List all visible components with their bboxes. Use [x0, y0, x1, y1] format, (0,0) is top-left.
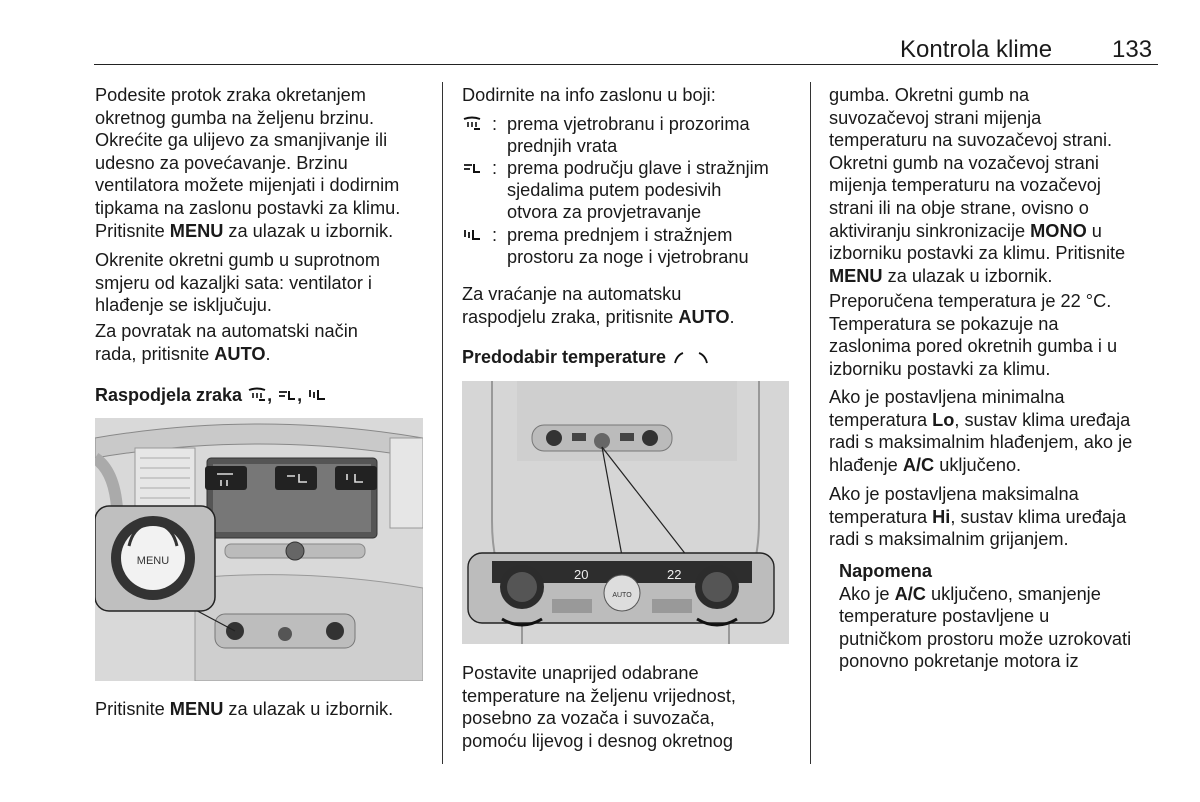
list-item [462, 113, 802, 161]
figure-caption [95, 698, 435, 721]
text-line: Za vraćanje na automatsku [462, 284, 682, 304]
text-line: suvozačevoj strani mijenja [829, 107, 1042, 128]
text-line: Okrenite okretni gumb u suprotnom [95, 250, 381, 270]
temperature-knob-icon [671, 349, 711, 365]
col3-paragraph-3 [829, 386, 1169, 476]
note-title: Napomena [839, 561, 932, 581]
text-line: pomoću lijevog i desnog okretnog [462, 730, 733, 751]
text-line: putničkom prostoru može uzrokovati [839, 628, 1132, 649]
climate-panel-figure [462, 381, 789, 644]
text-line: MENU za ulazak u izbornik. [829, 265, 1053, 286]
text-line: Ako je postavljena maksimalna [829, 484, 1079, 504]
text-line: tipkama na zaslonu postavki za klimu. [95, 197, 401, 218]
menu-knob-label: MENU [136, 555, 170, 567]
list-colon: : [492, 158, 498, 178]
feet-airflow-icon [462, 227, 482, 243]
text-line: smjeru od kazaljki sata: ventilator i [95, 272, 372, 293]
list-colon: : [492, 114, 498, 134]
text-line: otvora za provjetravanje [507, 202, 702, 222]
text-line: izborniku postavki za klimu. Pritisnite [829, 243, 1126, 264]
text-line: gumba. Okretni gumb na [829, 85, 1030, 105]
col1-paragraph-1 [95, 84, 435, 242]
text-line: zaslonima pored okretnih gumba i u [829, 336, 1118, 357]
text-line: Dodirnite na info zaslonu u boji: [462, 85, 716, 105]
windshield-airflow-icon [462, 116, 482, 132]
text-line: rada, pritisnite AUTO. [95, 343, 271, 364]
note-block [839, 560, 1169, 673]
feet-airflow-icon [307, 387, 327, 403]
text-line: strani ili na obje strane, ovisno o [829, 197, 1089, 218]
text-line: prema prednjem i stražnjem [507, 225, 733, 245]
section-heading-temperature: Predodabir temperature [462, 346, 802, 369]
page-number: 133 [1112, 36, 1153, 63]
windshield-airflow-icon [247, 387, 267, 403]
text-line: temperatura Lo, sustav klima uređaja [829, 409, 1131, 430]
col2-paragraph-end [462, 662, 802, 752]
text-line: hlađenje A/C uključeno. [829, 454, 1022, 475]
col1-paragraph-3 [95, 320, 435, 365]
auto-button-label: AUTO [612, 592, 632, 599]
list-item [462, 157, 802, 227]
col2-intro [462, 84, 802, 107]
page-title: Kontrola klime [900, 36, 1053, 63]
col2-paragraph-auto [462, 283, 802, 328]
column-divider [810, 82, 811, 764]
header-rule [94, 64, 1158, 65]
head-airflow-icon [462, 160, 482, 176]
text-line: radi s maksimalnim hlađenjem, ako je [829, 432, 1133, 453]
text-line: mijenja temperaturu na vozačevoj [829, 175, 1101, 196]
text-line: okretnog gumba na željenu brzinu. [95, 107, 375, 128]
section-heading-air-distribution: Raspodjela zraka , , [95, 384, 435, 407]
text-line: prema vjetrobranu i prozorima [507, 114, 750, 134]
left-temperature-value: 20 [574, 567, 589, 582]
dashboard-figure [95, 418, 423, 681]
text-line: Preporučena temperatura je 22 °C. [829, 291, 1112, 311]
text-line: prostoru za noge i vjetrobranu [507, 247, 749, 267]
text-line: Temperatura se pokazuje na [829, 313, 1059, 334]
text-line: radi s maksimalnim grijanjem. [829, 529, 1069, 550]
column-divider [442, 82, 443, 764]
text-line: raspodjelu zraka, pritisnite AUTO. [462, 306, 735, 327]
text-line: Pritisnite MENU za ulazak u izbornik. [95, 699, 394, 719]
text-line: Okretni gumb na vozačevoj strani [829, 152, 1099, 173]
text-line: prema području glave i stražnjim [507, 158, 769, 178]
text-line: temperaturu na suvozačevoj strani. [829, 130, 1113, 151]
list-colon: : [492, 225, 498, 245]
text-line: prednjih vrata [507, 136, 618, 156]
text-line: ponovno pokretanje motora iz [839, 651, 1079, 672]
text-line: Ako je A/C uključeno, smanjenje [839, 583, 1101, 604]
col3-paragraph-2 [829, 290, 1169, 380]
text-line: Za povratak na automatski način [95, 321, 358, 341]
text-line: ventilatora možete mijenjati i dodirnim [95, 175, 400, 196]
dashboard-illustration [95, 418, 423, 681]
text-line: aktiviranju sinkronizacije MONO u [829, 220, 1102, 241]
text-line: Ako je postavljena minimalna [829, 387, 1065, 407]
text-line: Pritisnite MENU za ulazak u izbornik. [95, 220, 394, 241]
text-line: Postavite unaprijed odabrane [462, 663, 699, 683]
right-temperature-value: 22 [667, 567, 682, 582]
col3-paragraph-1 [829, 84, 1169, 287]
text-line: Podesite protok zraka okretanjem [95, 85, 366, 105]
text-line: posebno za vozača i suvozača, [462, 708, 715, 729]
climate-panel-illustration [462, 381, 789, 644]
text-line: hlađenje se isključuju. [95, 295, 272, 316]
text-line: temperatura Hi, sustav klima uređaja [829, 506, 1127, 527]
col3-paragraph-4 [829, 483, 1169, 551]
text-line: temperature na željenu vrijednost, [462, 685, 736, 706]
text-line: izborniku postavki za klimu. [829, 358, 1051, 379]
col1-paragraph-2 [95, 249, 435, 317]
text-line: udesno za povećavanje. Brzinu [95, 152, 348, 173]
text-line: sjedalima putem podesivih [507, 180, 722, 200]
text-line: temperature postavljene u [839, 606, 1050, 627]
head-airflow-icon [277, 387, 297, 403]
list-item [462, 224, 802, 272]
text-line: Okrećite ga ulijevo za smanjivanje ili [95, 130, 388, 151]
